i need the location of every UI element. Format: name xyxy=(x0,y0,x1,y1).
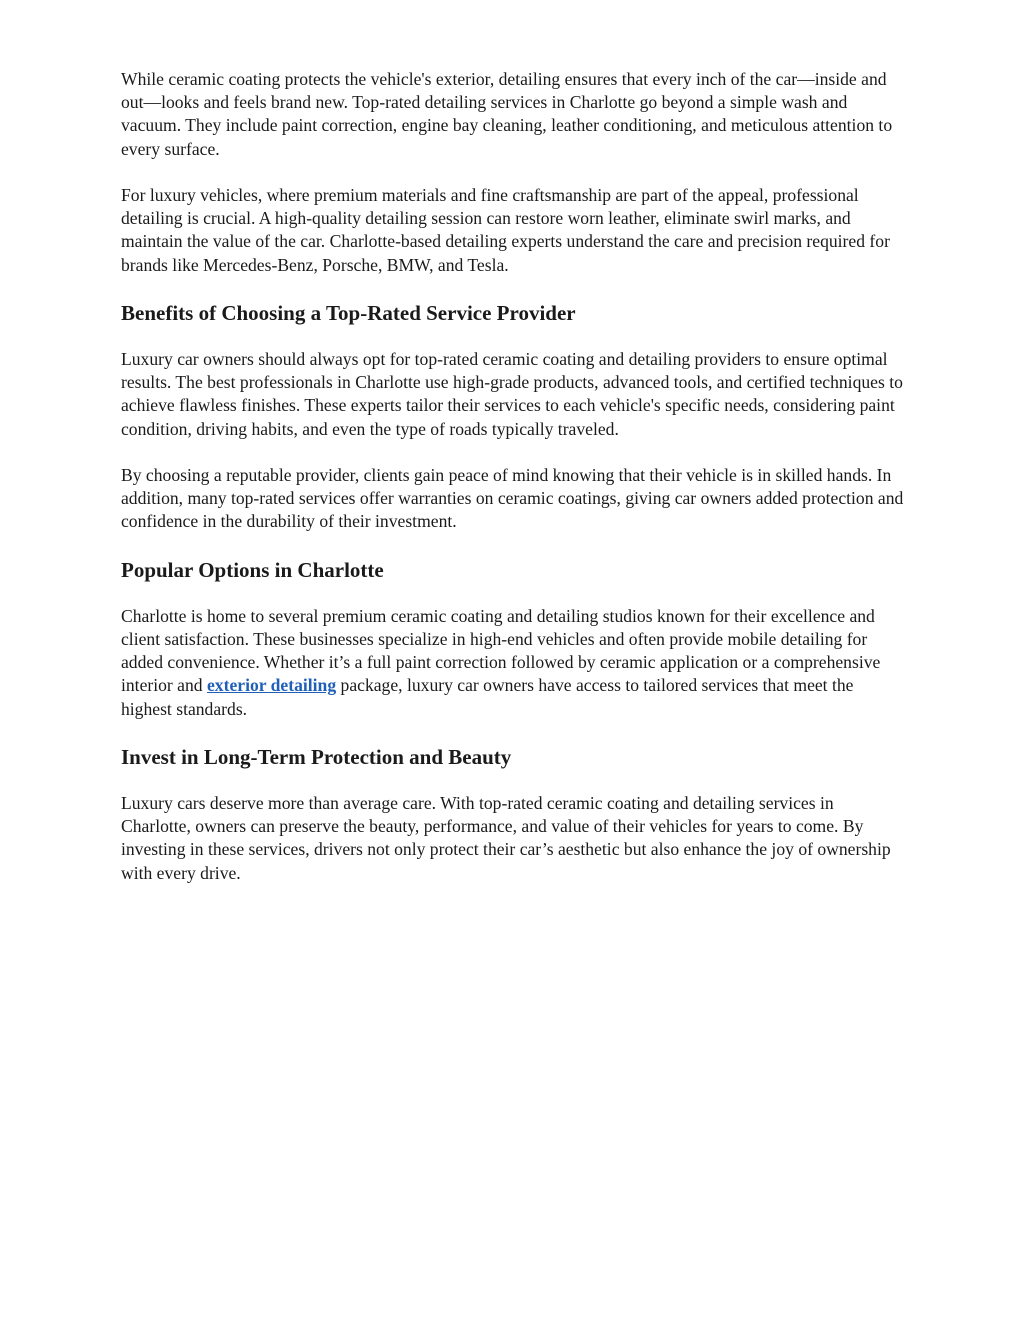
heading-invest: Invest in Long-Term Protection and Beauty xyxy=(121,745,512,769)
paragraph-invest: Luxury cars deserve more than average care. With top-rated ceramic coating and detailing services in Charlotte, owners can preserve the beauty, performance, and value of their vehicles for years to come. By investing in these services, drivers not only protect their car’s aesthetic but also enhance the joy of ownership with every drive. xyxy=(121,793,891,883)
paragraph-text-before-link: Charlotte is home to several premium ceramic coating and detailing studios known for their excellence and client satisfaction. These businesses specialize in high-end vehicles and often provide mobile detailing for added convenience. Whether it’s a full paint correction followed by ceramic application or a comprehensive interior and xyxy=(121,605,881,696)
heading-benefits: Benefits of Choosing a Top-Rated Service Provider xyxy=(121,301,576,325)
paragraph-popular-options xyxy=(121,605,907,721)
heading-popular-options: Popular Options in Charlotte xyxy=(121,557,384,582)
paragraph-text-after-link: package, luxury car owners have access to tailored services that meet the highest standards. xyxy=(121,675,854,719)
exterior-detailing-link[interactable]: exterior detailing xyxy=(206,675,337,696)
paragraph-luxury-vehicles: For luxury vehicles, where premium materials and fine craftsmanship are part of the appeal, professional detailing is crucial. A high-quality detailing session can restore worn leather, eliminate swirl marks, and maintain the value of the car. Charlotte-based detailing experts understand the care and precision required for brands like Mercedes-Benz, Porsche, BMW, and Tesla. xyxy=(121,185,890,275)
paragraph-detailing-intro: While ceramic coating protects the vehicle's exterior, detailing ensures that every inch of the car—inside and out—looks and feels brand new. Top-rated detailing services in Charlotte go beyond a simple wash and vacuum. They include paint correction, engine bay cleaning, leather conditioning, and meticulous attention to every surface. xyxy=(121,69,893,159)
document-page xyxy=(121,68,907,908)
paragraph-benefits-1: Luxury car owners should always opt for top-rated ceramic coating and detailing providers to ensure optimal results. The best professionals in Charlotte use high-grade products, advanced tools, and certified techniques to achieve flawless finishes. These experts tailor their services to each vehicle's specific needs, considering paint condition, driving habits, and even the type of roads typically traveled. xyxy=(121,349,903,439)
paragraph-benefits-2: By choosing a reputable provider, clients gain peace of mind knowing that their vehicle is in skilled hands. In addition, many top-rated services offer warranties on ceramic coatings, giving car owners added protection and confidence in the durability of their investment. xyxy=(121,465,904,532)
